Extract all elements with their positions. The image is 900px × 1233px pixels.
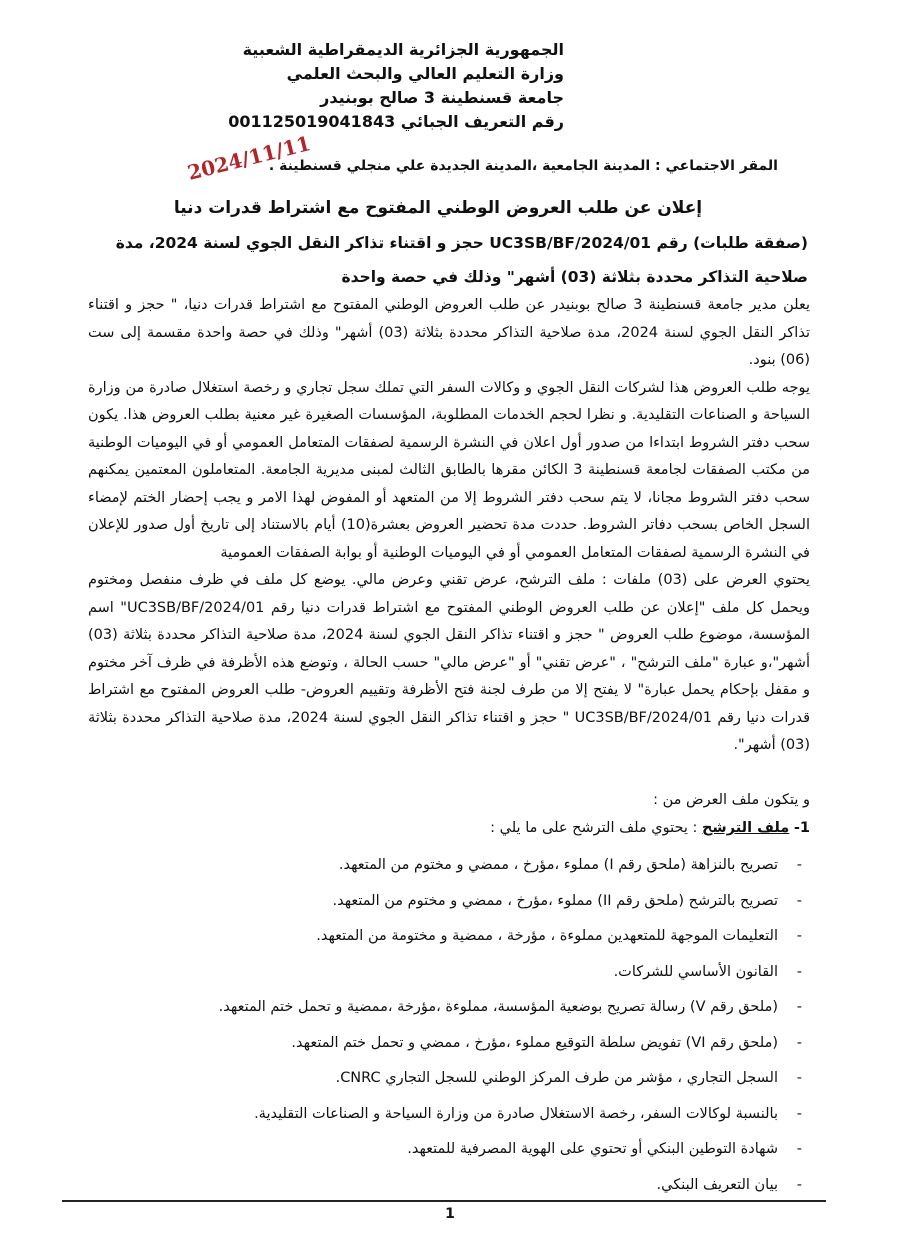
ministry-name: وزارة التعليم العالي والبحث العلمي bbox=[286, 64, 564, 83]
handwritten-date: 2024/11/11 bbox=[184, 131, 313, 185]
announcement-body bbox=[88, 292, 810, 760]
paragraph-intro: يعلن مدير جامعة قسنطينة 3 صالح بوبنيدر عن طلب العروض الوطني المفتوح مع اشتراط قدرات دنيا، " حجز و اقتناء تذاكر النقل الجوي لسنة 2024، مدة صلاحية التذاكر محددة بثلاثة (03) أشهر" وذلك في حصة واحدة مقسمة إلى ست (06) بنود. bbox=[88, 297, 810, 368]
tax-id-line bbox=[204, 110, 564, 134]
republic-name: الجمهورية الجزائرية الديمقراطية الشعبية bbox=[242, 40, 564, 59]
tax-id-value: 001125019041843 bbox=[228, 112, 396, 131]
registered-office: المقر الاجتماعي : المدينة الجامعية ،المدينة الجديدة علي منجلي قسنطينة . bbox=[268, 158, 778, 174]
page-number: 1 bbox=[445, 1206, 455, 1222]
composition-intro: و يتكون ملف العرض من : bbox=[653, 792, 810, 808]
footer-divider bbox=[62, 1200, 826, 1202]
list-item: - (ملحق رقم VI) تفويض سلطة التوقيع مملوء ،مؤرخ ، ممضي و تحمل ختم المتعهد. bbox=[70, 1026, 810, 1062]
list-item: - بالنسبة لوكالات السفر، رخصة الاستغلال صادرة من وزارة السياحة و الصناعات التقليدية. bbox=[70, 1097, 810, 1133]
paragraph-offer-contents: يحتوي العرض على (03) ملفات : ملف الترشح، عرض تقني وعرض مالي. يوضع كل ملف في ظرف منفصل ومختوم ويحمل كل ملف "إعلان عن طلب العروض الوطني المفتوح مع اشتراط قدرات دنيا رقم 01/UC3SB/BF/2024" اسم المؤسسة، موضوع طلب العروض " حجز و اقتناء تذاكر النقل الجوي لسنة 2024، مدة صلاحية التذاكر محددة بثلاثة (03) أشهر"،و عبارة "ملف الترشح" ، "عرض تقني" أو "عرض مالي" حسب الحالة ، وتوضع هذه الأظرفة في ظرف آخر مختوم و مقفل بإحكام يحمل عبارة" لا يفتح إلا من طرف لجنة فتح الأظرفة وتقييم العروض- طلب العروض المفتوح مع اشتراط قدرات دنيا رقم 01/UC3SB/BF/2024 " حجز و اقتناء تذاكر النقل الجوي لسنة 2024، مدة صلاحية التذاكر محددة بثلاثة (03) أشهر". bbox=[88, 572, 811, 753]
list-item: - القانون الأساسي للشركات. bbox=[70, 955, 810, 991]
section-intro: : يحتوي ملف الترشح على ما يلي : bbox=[490, 820, 698, 836]
section-1-heading bbox=[70, 814, 810, 842]
announcement-subtitle: (صفقة طلبات) رقم 01/UC3SB/BF/2024 حجز و اقتناء تذاكر النقل الجوي لسنة 2024، مدة صلاحية التذاكر محددة بثلاثة (03) أشهر" وذلك في حصة واحدة bbox=[115, 234, 808, 286]
list-item: - شهادة التوطين البنكي أو تحتوي على الهوية المصرفية للمتعهد. bbox=[70, 1132, 810, 1168]
section-title: ملف الترشح bbox=[701, 820, 790, 836]
announcement-title: إعلان عن طلب العروض الوطني المفتوح مع اشتراط قدرات دنيا bbox=[173, 198, 703, 218]
list-item: - بيان التعريف البنكي. bbox=[70, 1168, 810, 1204]
tax-id-label: رقم التعريف الجبائي bbox=[400, 112, 564, 131]
section-number: 1- bbox=[793, 820, 810, 836]
paragraph-eligibility: يوجه طلب العروض هذا لشركات النقل الجوي و وكالات السفر التي تملك سجل تجاري و رخصة استغلال صادرة من وزارة السياحة و الصناعات التقليدية. و نظرا لحجم الخدمات المطلوبة، المؤسسات الصغيرة غير معنية بطلب العروض هذا. يكون سحب دفتر الشروط ابتداءا من صدور أول اعلان في النشرة الرسمية لصفقات المتعامل العمومي أو في اليوميات الوطنية من مكتب الصفقات لجامعة قسنطينة 3 الكائن مقرها بالطابق الثالث لمبنى مديرية الجامعة. المتعاملون المعتمين يمكنهم سحب دفتر الشروط مجانا، لا يتم سحب دفتر الشروط إلا من المتعهد أو المفوض لهذا الامر و يجب إحضار الختم لإمضاء السجل الخاص بسحب دفاتر الشروط. حددت مدة تحضير العروض بعشرة(10) أيام بالاستناد إلى تاريخ أول صدور للإعلان في النشرة الرسمية لصفقات المتعامل العمومي أو في اليوميات الوطنية أو بوابة الصفقات العمومية bbox=[88, 379, 810, 561]
list-item: - (ملحق رقم V) رسالة تصريح بوضعية المؤسسة، مملوءة ،مؤرخة ،ممضية و تحمل ختم المتعهد. bbox=[70, 990, 810, 1026]
university-name: جامعة قسنطينة 3 صالح بوبنيدر bbox=[320, 88, 564, 107]
candidacy-file-list bbox=[70, 848, 810, 1203]
list-item: - السجل التجاري ، مؤشر من طرف المركز الوطني للسجل التجاري CNRC. bbox=[70, 1061, 810, 1097]
list-item: - التعليمات الموجهة للمتعهدين مملوءة ، مؤرخة ، ممضية و مختومة من المتعهد. bbox=[70, 919, 810, 955]
offer-composition bbox=[70, 786, 810, 1203]
list-item: - تصريح بالترشح (ملحق رقم II) مملوء ،مؤرخ ، ممضي و مختوم من المتعهد. bbox=[70, 884, 810, 920]
list-item: - تصريح بالنزاهة (ملحق رقم I) مملوء ،مؤرخ ، ممضي و مختوم من المتعهد. bbox=[70, 848, 810, 884]
letterhead bbox=[204, 38, 564, 134]
